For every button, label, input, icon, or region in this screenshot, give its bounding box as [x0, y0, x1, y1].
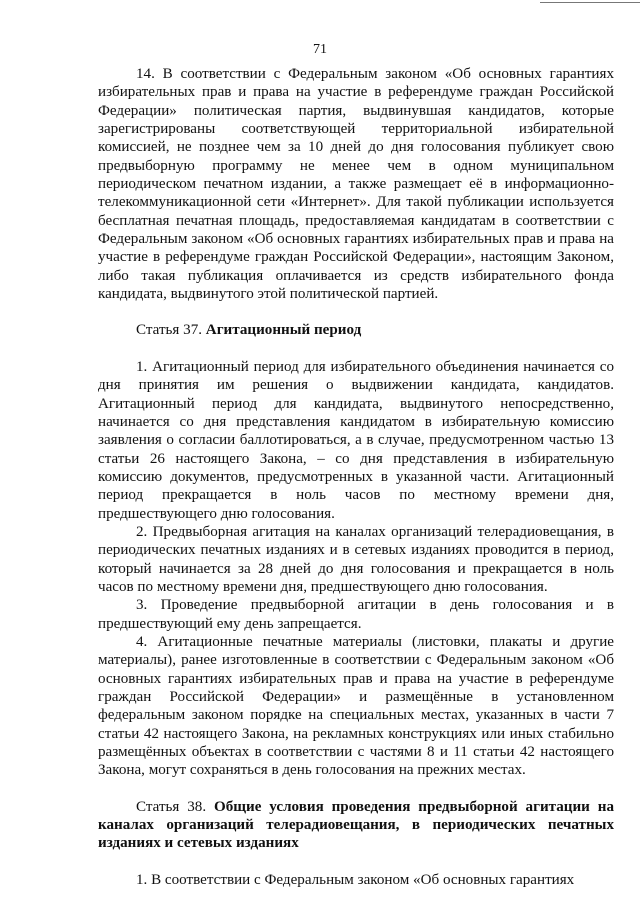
- article-37-prefix: Статья 37.: [136, 322, 206, 339]
- article-37-part-3: 3. Проведение предвыборной агитации в день голосования и в предшествующий ему день запрещается.: [98, 597, 614, 632]
- article-37-part-2: 2. Предвыборная агитация на каналах организаций телерадиовещания, в периодических печатных изданиях и в сетевых изданиях проводится в период, который начинается за 28 дней до дня голосования и прекращается в ноль часов по местному времени дня, предшествующего дню голосования.: [98, 523, 614, 595]
- top-rule: [540, 2, 640, 3]
- article-38-part-1: 1. В соответствии с Федеральным законом «Об основных гарантиях: [136, 871, 575, 888]
- paragraph-14: 14. В соответствии с Федеральным законом «Об основных гарантиях избирательных прав и права на участие в референдуме граждан Российской Федерации» политическая партия, выдвинувшая кандидатов, которые зарегистрированы соответствующей территориальной избирательной комиссией, не позднее чем за 10 дней до дня голосования публикует свою предвыборную программу не менее чем в одном муниципальном периодическом печатном издании, а также размещает её в информационно-телекоммуникационной сети «Интернет». Для такой публикации используется бесплатная печатная площадь, предоставляемая кандидатам в соответствии с Федеральным законом «Об основных гарантиях избирательных прав и права на участие в референдуме граждан Российской Федерации», настоящим Законом, либо такая публикация оплачивается из средств избирательного фонда кандидата, выдвинутого этой политической партией.: [98, 66, 614, 303]
- article-37-part-4: 4. Агитационные печатные материалы (листовки, плакаты и другие материалы), ранее изготовленные в соответствии с Федеральным законом «Об основных гарантиях избирательных прав и права на участие в референдуме граждан Российской Федерации» и размещённые в установленном федеральным законом порядке на специальных местах, указанных в части 7 статьи 42 настоящего Закона, на рекламных конструкциях или иных стабильно размещённых объектах в соответствии с частями 8 и 11 статьи 42 настоящего Закона, могут сохраняться в день голосования на прежних местах.: [98, 633, 614, 779]
- article-37-title: Агитационный период: [205, 322, 362, 339]
- document-body: [98, 65, 614, 889]
- article-37-part-1: 1. Агитационный период для избирательного объединения начинается со дня принятия им решения о выдвижении кандидата, кандидатов. Агитационный период для кандидата, выдвинутого непосредственно, начинается со дня представления кандидатом в избирательную комиссию заявления о согласии баллотироваться, а в случае, предусмотренном частью 13 статьи 26 настоящего Закона, – со дня представления в избирательную комиссию документов, предусмотренных в указанной части. Агитационный период прекращается в ноль часов по местному времени дня, предшествующего дню голосования.: [98, 358, 614, 522]
- page-number: 71: [313, 42, 327, 57]
- article-38-title: Общие условия проведения предвыборной агитации на каналах организаций телерадиовещания, в периодических печатных изданиях и сетевых изданиях: [98, 798, 614, 852]
- article-38-prefix: Статья 38.: [136, 798, 214, 815]
- article-38-heading: [98, 798, 614, 853]
- article-37-heading: [98, 321, 614, 339]
